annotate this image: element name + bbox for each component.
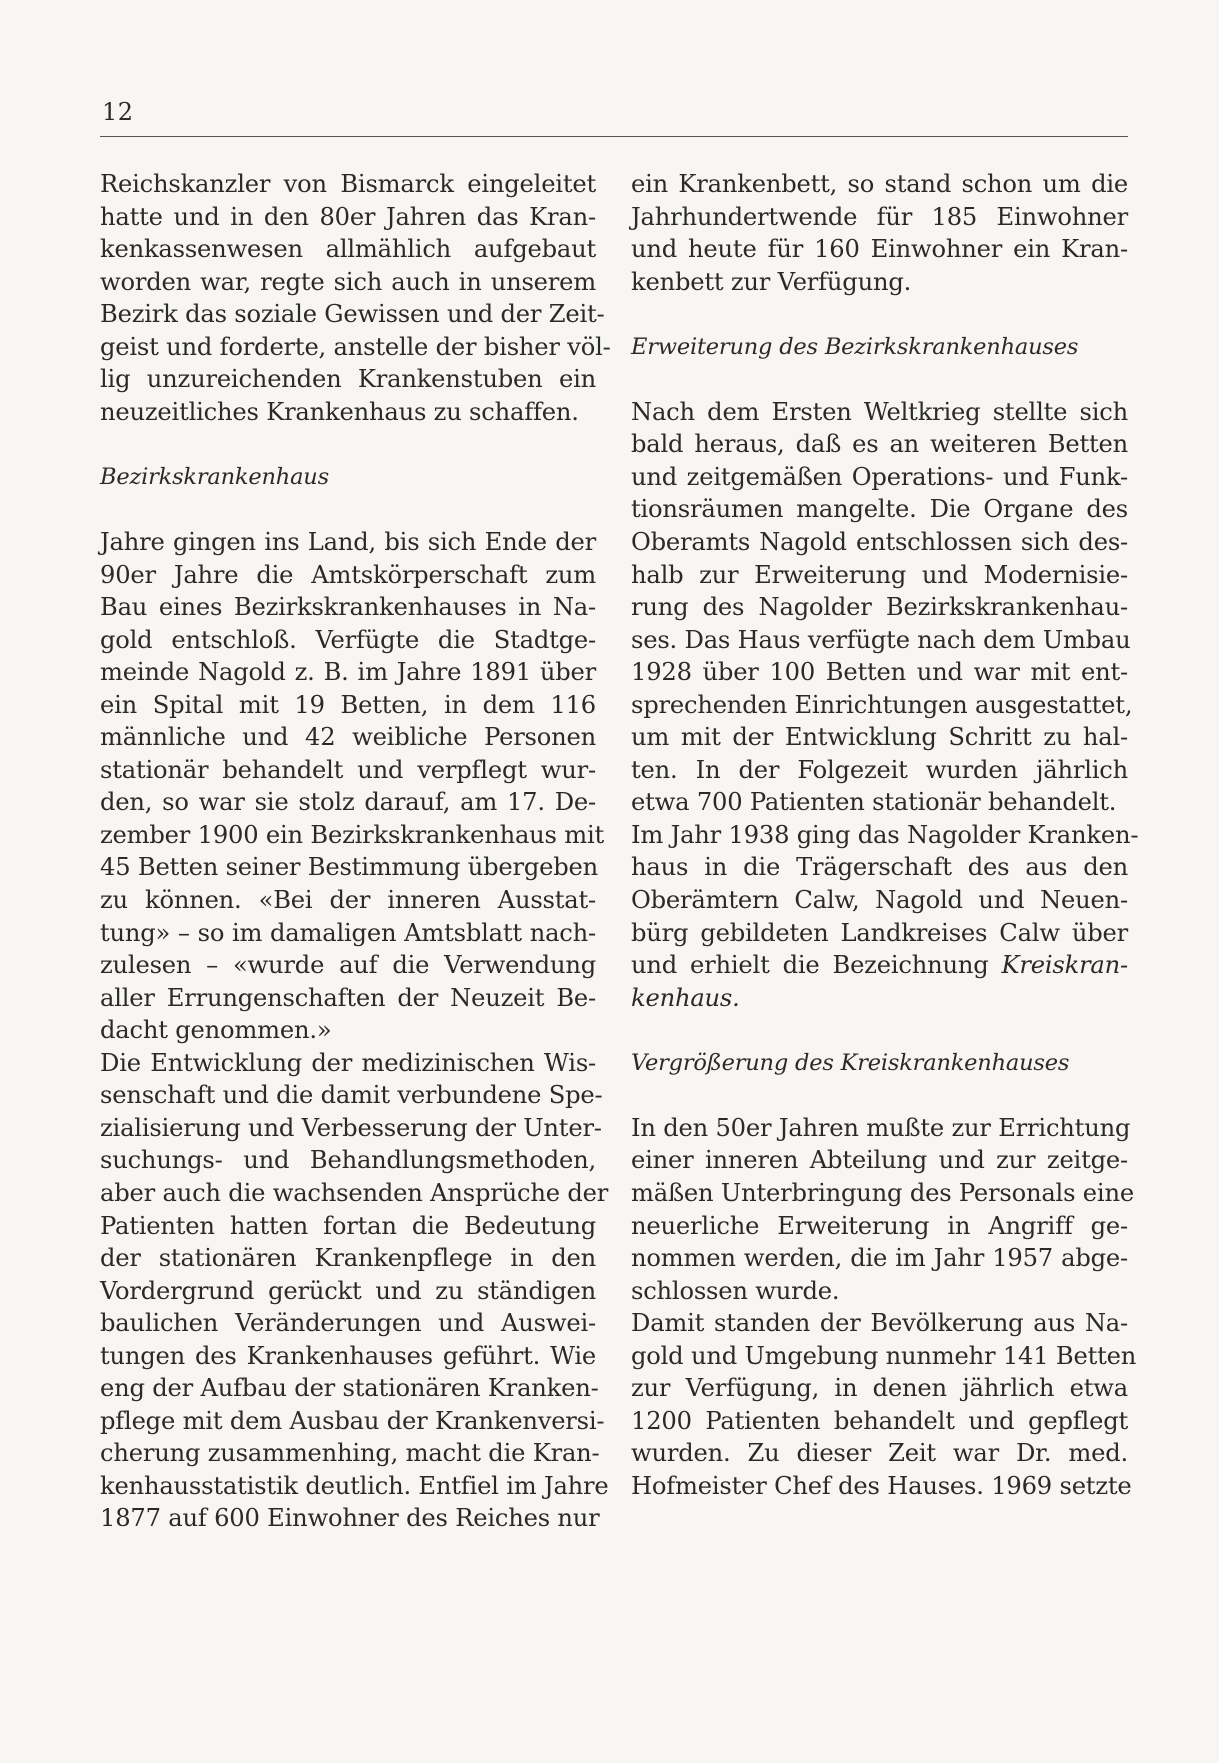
- text-line: [100, 624, 596, 657]
- blank-line: [100, 493, 596, 526]
- text-line: [100, 1047, 596, 1080]
- text-line: [100, 786, 596, 819]
- page-number: 12: [102, 98, 134, 126]
- line-text: wurden. Zu dieser Zeit war Dr. med.: [631, 1439, 1128, 1468]
- line-text: Erweiterung des Bezirkskrankenhauses: [631, 333, 1079, 360]
- line-text: männliche und 42 weibliche Personen: [100, 723, 596, 752]
- text-line: [100, 1340, 596, 1373]
- line-text: Damit standen der Bevölkerung aus Na-: [631, 1309, 1128, 1338]
- line-text: gold und Umgebung nunmehr 141 Betten: [631, 1341, 1137, 1370]
- text-line: [100, 689, 596, 722]
- text-line: [631, 1405, 1128, 1438]
- line-text: ein Krankenbett, so stand schon um die: [631, 170, 1128, 198]
- text-line: [631, 266, 1128, 299]
- line-text: zur Verfügung, in denen jährlich etwa: [631, 1374, 1128, 1403]
- line-text: Patienten hatten fortan die Bedeutung: [100, 1211, 596, 1240]
- text-line: [100, 168, 596, 201]
- line-text: kenhausstatistik deutlich. Entfiel im Jahre: [100, 1471, 609, 1500]
- line-text: ten. In der Folgezeit wurden jährlich: [631, 755, 1128, 784]
- line-text: 45 Betten seiner Bestimmung übergeben: [100, 853, 599, 882]
- line-text: pflege mit dem Ausbau der Krankenversi-: [100, 1406, 605, 1435]
- text-line: [100, 982, 596, 1015]
- text-line: [100, 1372, 599, 1405]
- text-line: [631, 1340, 1137, 1373]
- line-text: und erhielt die Bezeichnung: [631, 951, 1002, 980]
- text-line: [100, 1177, 609, 1210]
- line-text: kenbett zur Verfügung.: [631, 267, 912, 296]
- text-line: [631, 591, 1128, 624]
- text-line: [100, 1112, 602, 1145]
- line-text: kenkassenwesen allmählich aufgebaut: [100, 235, 596, 264]
- text-line: [631, 1144, 1128, 1177]
- text-line: [100, 884, 596, 917]
- text-line: [631, 233, 1128, 266]
- line-text: senschaft und die damit verbundene Spe-: [100, 1081, 603, 1110]
- line-text: und heute für 160 Einwohner ein Kran-: [631, 235, 1128, 264]
- line-text: bürg gebildeten Landkreises Calw über: [631, 918, 1128, 947]
- line-text: Bezirk das soziale Gewissen und der Zeit-: [100, 300, 605, 329]
- line-text: 90er Jahre die Amtskörperschaft zum: [100, 560, 596, 589]
- blank-line: [631, 363, 1128, 396]
- line-text: schlossen wurde.: [631, 1276, 840, 1305]
- right-column: [631, 168, 1139, 1502]
- line-text: worden war, regte sich auch in unserem: [100, 267, 596, 296]
- line-text: 1877 auf 600 Einwohner des Reiches nur: [100, 1504, 600, 1533]
- line-text: neuzeitliches Krankenhaus zu schaffen.: [100, 397, 579, 426]
- line-text: etwa 700 Patienten stationär behandelt.: [631, 788, 1117, 817]
- line-text: eng der Aufbau der stationären Kranken-: [100, 1374, 599, 1403]
- text-line: [100, 1210, 596, 1243]
- text-line: [631, 721, 1128, 754]
- blank-line: [631, 298, 1128, 331]
- line-text: Bau eines Bezirkskrankenhauses in Na-: [100, 593, 596, 622]
- line-text: den, so war sie stolz darauf, am 17. De-: [100, 788, 596, 817]
- line-text: der stationären Krankenpflege in den: [100, 1244, 596, 1273]
- text-line: [100, 266, 596, 299]
- line-text: und zeitgemäßen Operations- und Funk-: [631, 462, 1128, 491]
- text-line: [631, 884, 1128, 917]
- blank-line: [100, 428, 596, 461]
- text-line: [631, 1372, 1128, 1405]
- line-text: baulichen Veränderungen und Auswei-: [100, 1309, 596, 1338]
- text-line: [100, 754, 596, 787]
- blank-line: [631, 1079, 1128, 1112]
- text-line: [631, 851, 1128, 884]
- line-text: cherung zusammenhing, macht die Kran-: [100, 1439, 600, 1468]
- line-text: Vordergrund gerückt und zu ständigen: [100, 1276, 596, 1305]
- text-line: [100, 1144, 596, 1177]
- text-line: [100, 591, 596, 624]
- text-line: [631, 168, 1128, 201]
- text-line: [100, 949, 596, 982]
- text-line: [631, 1112, 1131, 1145]
- text-line: [100, 1079, 603, 1112]
- line-text: Jahrhundertwende für 185 Einwohner: [631, 202, 1128, 231]
- text-line: [631, 949, 1128, 982]
- section-heading: [100, 461, 596, 494]
- text-line: [100, 917, 596, 950]
- text-line: [631, 1242, 1128, 1275]
- text-line: [631, 819, 1139, 852]
- text-line: [631, 656, 1128, 689]
- line-text: bald heraus, daß es an weiteren Betten: [631, 430, 1128, 459]
- text-line: [631, 982, 1128, 1015]
- text-line: [100, 1502, 600, 1535]
- line-text: stationär behandelt und verpflegt wur-: [100, 755, 596, 784]
- line-text: aber auch die wachsenden Ansprüche der: [100, 1178, 609, 1207]
- line-text: haus in die Trägerschaft des aus den: [631, 853, 1128, 882]
- text-line: [631, 396, 1128, 429]
- blank-line: [631, 1014, 1128, 1047]
- line-text: ein Spital mit 19 Betten, in dem 116: [100, 690, 596, 719]
- text-line: [631, 689, 1133, 722]
- left-column: [100, 168, 611, 1535]
- text-line: [631, 559, 1128, 592]
- line-text: tung» – so im damaligen Amtsblatt nach-: [100, 918, 596, 947]
- line-text: Oberämtern Calw, Nagold und Neuen-: [631, 886, 1128, 915]
- line-text: tungen des Krankenhauses geführt. Wie: [100, 1341, 596, 1370]
- line-text: rung des Nagolder Bezirkskrankenhau-: [631, 593, 1128, 622]
- line-text: Im Jahr 1938 ging das Nagolder Kranken-: [631, 820, 1139, 849]
- line-text: halb zur Erweiterung und Modernisie-: [631, 560, 1128, 589]
- section-heading: [631, 331, 1128, 364]
- text-line: [100, 298, 605, 331]
- text-line: [631, 1177, 1134, 1210]
- header-rule: [100, 136, 1128, 137]
- line-text: tionsräumen mangelte. Die Organe des: [631, 495, 1128, 524]
- text-line: [631, 786, 1128, 819]
- text-line: [631, 1437, 1128, 1470]
- text-line: [631, 1275, 1128, 1308]
- text-line: [631, 493, 1128, 526]
- section-heading: [631, 1047, 1128, 1080]
- text-line: [100, 656, 596, 689]
- text-line: [631, 624, 1131, 657]
- line-text: zu können. «Bei der inneren Ausstat-: [100, 886, 596, 915]
- line-text: mäßen Unterbringung des Personals eine: [631, 1178, 1134, 1207]
- line-text: Hofmeister Chef des Hauses. 1969 setzte: [631, 1471, 1132, 1500]
- line-text: meinde Nagold z. B. im Jahre 1891 über: [100, 658, 596, 687]
- line-text: Vergrößerung des Kreiskrankenhauses: [631, 1049, 1070, 1076]
- line-text: suchungs- und Behandlungsmethoden,: [100, 1146, 596, 1175]
- line-text: Bezirkskrankenhaus: [100, 463, 329, 490]
- line-text: kenhaus.: [631, 983, 740, 1012]
- text-line: [100, 819, 605, 852]
- line-text: In den 50er Jahren mußte zur Errichtung: [631, 1113, 1131, 1142]
- text-line: [100, 363, 596, 396]
- line-text: ses. Das Haus verfügte nach dem Umbau: [631, 625, 1131, 654]
- text-line: [631, 917, 1128, 950]
- line-text: Reichskanzler von Bismarck eingeleitet: [100, 170, 596, 198]
- text-line: [100, 1405, 605, 1438]
- text-line: [100, 559, 596, 592]
- text-line: [631, 1470, 1132, 1503]
- text-line: [100, 1437, 600, 1470]
- text-line: [100, 1014, 596, 1047]
- line-text: Oberamts Nagold entschlossen sich des-: [631, 528, 1128, 557]
- line-text: 1928 über 100 Betten und war mit ent-: [631, 658, 1128, 687]
- text-line: [100, 1242, 596, 1275]
- line-text: zialisierung und Verbesserung der Unter-: [100, 1113, 602, 1142]
- text-line: [631, 461, 1128, 494]
- text-line: [100, 233, 596, 266]
- line-text: aller Errungenschaften der Neuzeit Be-: [100, 983, 596, 1012]
- line-text: lig unzureichenden Krankenstuben ein: [100, 365, 596, 394]
- line-text: einer inneren Abteilung und zur zeitge-: [631, 1146, 1128, 1175]
- text-line: [100, 201, 596, 234]
- text-line: [100, 851, 599, 884]
- text-line: [100, 1307, 596, 1340]
- text-line: [631, 526, 1128, 559]
- text-line: [100, 1275, 596, 1308]
- line-text: neuerliche Erweiterung in Angriff ge-: [631, 1211, 1128, 1240]
- text-line: [631, 1307, 1128, 1340]
- line-text: nommen werden, die im Jahr 1957 abge-: [631, 1244, 1128, 1273]
- line-text: gold entschloß. Verfügte die Stadtge-: [100, 625, 596, 654]
- text-line: [631, 754, 1128, 787]
- line-text: Nach dem Ersten Weltkrieg stellte sich: [631, 397, 1128, 426]
- line-italic-text: Kreiskran-: [1001, 951, 1128, 980]
- line-text: sprechenden Einrichtungen ausgestattet,: [631, 690, 1133, 719]
- text-line: [631, 428, 1128, 461]
- text-line: [100, 1470, 609, 1503]
- line-text: Die Entwicklung der medizinischen Wis-: [100, 1048, 596, 1077]
- text-line: [100, 526, 596, 559]
- line-text: hatte und in den 80er Jahren das Kran-: [100, 202, 596, 231]
- text-line: [100, 331, 611, 364]
- line-text: 1200 Patienten behandelt und gepflegt: [631, 1406, 1128, 1435]
- text-line: [100, 396, 596, 429]
- line-text: geist und forderte, anstelle der bisher völ-: [100, 332, 611, 361]
- line-text: zulesen – «wurde auf die Verwendung: [100, 951, 596, 980]
- text-line: [100, 721, 596, 754]
- line-text: zember 1900 ein Bezirkskrankenhaus mit: [100, 820, 605, 849]
- text-line: [631, 201, 1128, 234]
- line-text: um mit der Entwicklung Schritt zu hal-: [631, 723, 1128, 752]
- text-line: [631, 1210, 1128, 1243]
- line-text: dacht genommen.»: [100, 1016, 332, 1045]
- line-text: Jahre gingen ins Land, bis sich Ende der: [100, 528, 596, 557]
